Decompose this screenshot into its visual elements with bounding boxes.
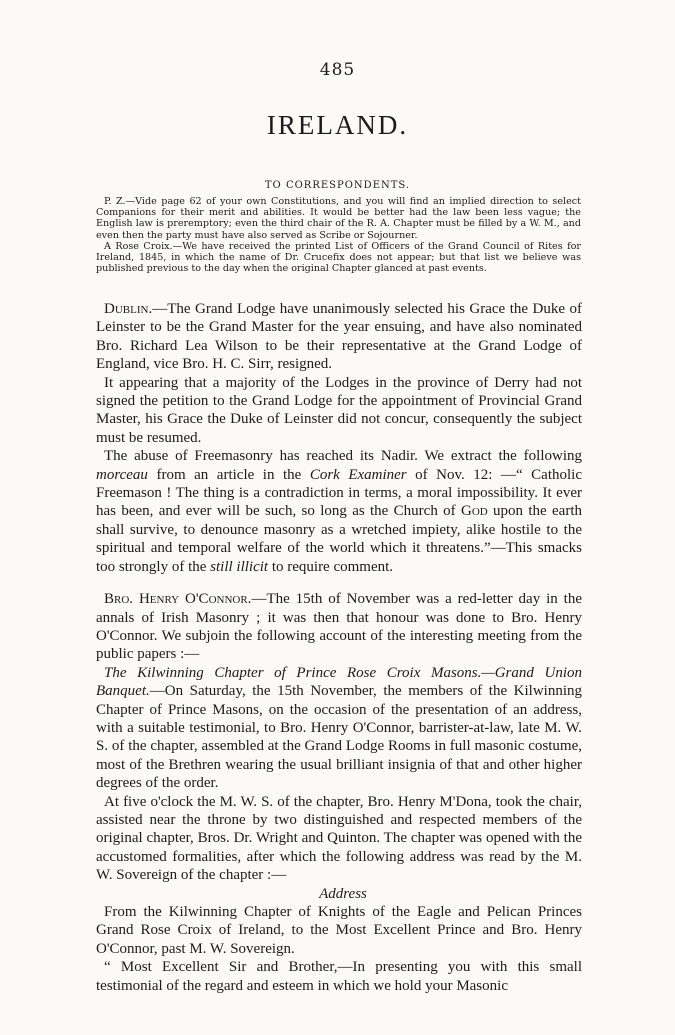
paragraph-text: —The 15th of November was a red-letter day in the annals of Irish Masonry ; it was then that honour was done to Bro. Henry O'Connor. We subjoin the following account of the interesting meeting from the public papers :— bbox=[96, 591, 583, 663]
paragraph-lead: Dublin. bbox=[104, 301, 153, 317]
correspondents-heading: TO CORRESPONDENTS. bbox=[264, 180, 411, 191]
paragraph-dublin bbox=[96, 300, 582, 374]
page-title: IRELAND. bbox=[266, 110, 409, 140]
correspondents-notes bbox=[96, 196, 581, 274]
paragraph-derry: It appearing that a majority of the Lodges in the province of Derry had not signed the petition to the Grand Lodge for the appointment of Provincial Grand Master, his Grace the Duke of Leinster did not concur, consequently the subject must be resumed. bbox=[96, 374, 582, 446]
address-heading: Address bbox=[319, 885, 367, 902]
paragraph-text: —On Saturday, the 15th November, the members of the Kilwinning Chapter of Prince Masons, on the occasion of the presentation of an address, with a suitable testimonial, to Bro. Henry O'Connor, barrister-at-law, late M. W. S. of the chapter, assembled at the Grand Lodge Rooms in full masonic costume, most of the Brethren wearing the usual brilliant insignia of that and other higher degrees of the order. bbox=[96, 683, 582, 792]
page-number: 485 bbox=[319, 60, 356, 80]
small-caps-run: God bbox=[460, 503, 488, 520]
paragraph-five-oclock: At five o'clock the M. W. S. of the chapter, Bro. Henry M'Dona, took the chair, assisted near the throne by two distinguished and respected members of the original chapter, Bros. Dr. Wright and Quinton. The chapter was opened with the accustomed formalities, after which the following address was read by the M. W. Sovereign of the chapter :— bbox=[96, 793, 582, 884]
paragraph-kilwinning bbox=[96, 664, 582, 793]
text-run: upon the earth shall survive, to denounce masonry as a wretched impiety, alike hostile to the spiritual and temporal welfare of the world which it threatens.”—This smacks too strongly of the bbox=[96, 503, 582, 575]
paragraph-text: —The Grand Lodge have unanimously selected his Grace the Duke of Leinster to be the Grand Master for the year ensuing, and have also nominated Bro. Richard Lea Wilson to be their representative at the Grand Lodge of England, vice Bro. H. C. Sirr, resigned. bbox=[96, 301, 582, 373]
italic-run: The Kilwinning Chapter of Prince Rose Croix Masons.—Grand Union Banquet. bbox=[96, 664, 582, 700]
italic-run: morceau bbox=[96, 466, 148, 483]
correspondent-note: P. Z.—Vide page 62 of your own Constitutions, and you will find an implied direction to select Companions for their merit and abilities. It would be better had the law been less vague; the English law is preremptory; even the third chair of the R. A. Chapter must be filled by a W. M., and even then the party must have also served as Scribe or Sojourner. bbox=[96, 196, 581, 241]
paragraph-oconnor bbox=[96, 590, 582, 664]
article-body bbox=[96, 300, 582, 995]
text-run: from an article in the bbox=[147, 466, 310, 483]
paragraph-lead: Bro. Henry O'Connor. bbox=[104, 591, 252, 608]
italic-run: Cork Examiner bbox=[309, 466, 407, 483]
paragraph-nadir bbox=[96, 447, 582, 576]
correspondent-note: A Rose Croix.—We have received the printed List of Officers of the Grand Council of Rites for Ireland, 1845, in which the name of Dr. Crucefix does not appear; but that list we believe was published previous to the day when the original Chapter glanced at past events. bbox=[96, 240, 581, 275]
paragraph-address-body: “ Most Excellent Sir and Brother,—In presenting you with this small testimonial of the regard and esteem in which we hold your Masonic bbox=[96, 959, 582, 994]
text-run: of Nov. 12: —“ Catholic Freemason ! The thing is a contradiction in terms, a moral impossibility. It ever has been, and ever will be such, so long as the Church of bbox=[96, 466, 582, 520]
paragraph-address-from: From the Kilwinning Chapter of Knights of the Eagle and Pelican Princes Grand Rose Croix of Ireland, to the Most Excellent Prince and Bro. Henry O'Connor, past M. W. Sovereign. bbox=[96, 904, 582, 957]
italic-run: still illicit bbox=[210, 558, 269, 575]
text-run: to require comment. bbox=[268, 558, 394, 575]
text-run: The abuse of Freemasonry has reached its Nadir. We extract the following bbox=[104, 448, 582, 465]
